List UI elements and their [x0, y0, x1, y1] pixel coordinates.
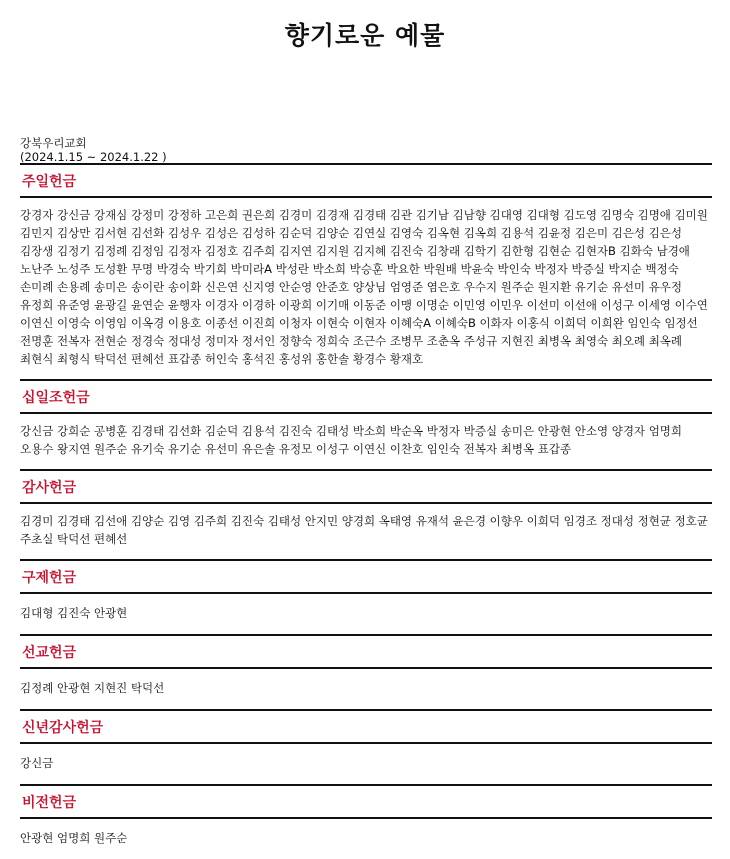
section-names: 강신금 강희순 공병훈 김경태 김선화 김순덕 김용석 김진숙 김태성 박소희 박순옥 박정자 박증실 송미은 안광현 안소영 양경자 엄명희 오용수 왕지연 원주순 유기숙 유기순 유선미 유은솔 유정모 이성구 이연신 이찬호 임인숙 전복자 최병옥 표갑종 — [20, 424, 683, 456]
section-mission-offering — [20, 634, 712, 709]
section-thanksgiving-offering — [20, 469, 712, 559]
section-names: 김대형 김진숙 안광현 — [20, 606, 128, 620]
section-relief-offering — [20, 559, 712, 634]
offering-sections — [20, 163, 712, 859]
section-heading: 십일조헌금 — [20, 381, 712, 414]
church-name: 강북우리교회 — [20, 136, 87, 150]
section-heading: 신년감사헌금 — [20, 711, 712, 744]
date-range: (2024.1.15 ~ 2024.1.22 ) — [20, 150, 167, 164]
section-tithe-offering — [20, 379, 712, 469]
section-heading: 주일헌금 — [20, 165, 712, 198]
section-vision-offering — [20, 784, 712, 859]
section-heading: 비전헌금 — [20, 786, 712, 819]
section-heading: 감사헌금 — [20, 471, 712, 504]
section-sunday-offering — [20, 163, 712, 379]
page-title: 향기로운 예물 — [284, 21, 446, 50]
section-names: 김경미 김경태 김선애 김양순 김영 김주희 김진숙 김태성 안지민 양경희 옥태영 유재석 윤은경 이향우 이희덕 임경조 정대성 정현균 정호균 주초실 탁덕선 편혜선 — [20, 514, 708, 546]
section-names: 강경자 강신금 강재심 강정미 강정하 고은희 권은희 김경미 김경재 김경태 김관 김기남 김남향 김대영 김대형 김도영 김명숙 김명애 김미원 김민지 김상만 김서현 김선화 김성우 김성은 김성하 김순덕 김양순 김연실 김영숙 김옥현 김옥희 김용석 김윤정 김은미 김은성 김은성 김장생 김정기 김정례 김정임 김정자 김정호 김주희 김지연 김지원 김지혜 김진숙 김창래 김학기 김한형 김현순 김현자B 김화숙 남경애 노난주 노성주 도성환 무명 박경숙 박기희 박미라A 박성란 박소희 박승훈 박요한 박원배 박윤숙 박인숙 박정자 박증실 박지순 백정숙 손미례 손용례 송미은 송이란 송이화 신은연 신지영 안순영 안준호 양상님 엄영준 염은호 우수지 원주순 원지환 유기순 유선미 유우정 유정희 유준영 윤광길 윤연순 윤행자 이경자 이경하 이광희 이기매 이동준 이맹 이명순 이민영 이민우 이선미 이선애 이성구 이세영 이수연 이연신 이영숙 이영임 이옥경 이용호 이종선 이진희 이청자 이현숙 이현자 이혜숙A 이혜숙B 이화자 이홍식 이희덕 이희완 임인숙 임정선 전명훈 전복자 전현순 정경숙 정대성 정미자 정서인 정향숙 정희숙 조근수 조병무 조춘옥 주성규 지현진 최병옥 최영숙 최오례 최옥례 최현식 최형식 탁덕선 편혜선 표갑종 허인숙 홍석진 홍성위 홍한솔 황경수 황재호 — [20, 208, 708, 366]
bulletin-meta — [20, 136, 167, 164]
section-names: 강신금 — [20, 756, 54, 770]
section-heading: 구제헌금 — [20, 561, 712, 594]
section-names: 김정례 안광현 지현진 탁덕선 — [20, 681, 165, 695]
section-new-year-thanksgiving-offering — [20, 709, 712, 784]
section-heading: 선교헌금 — [20, 636, 712, 669]
section-names: 안광현 엄명희 원주순 — [20, 831, 128, 845]
